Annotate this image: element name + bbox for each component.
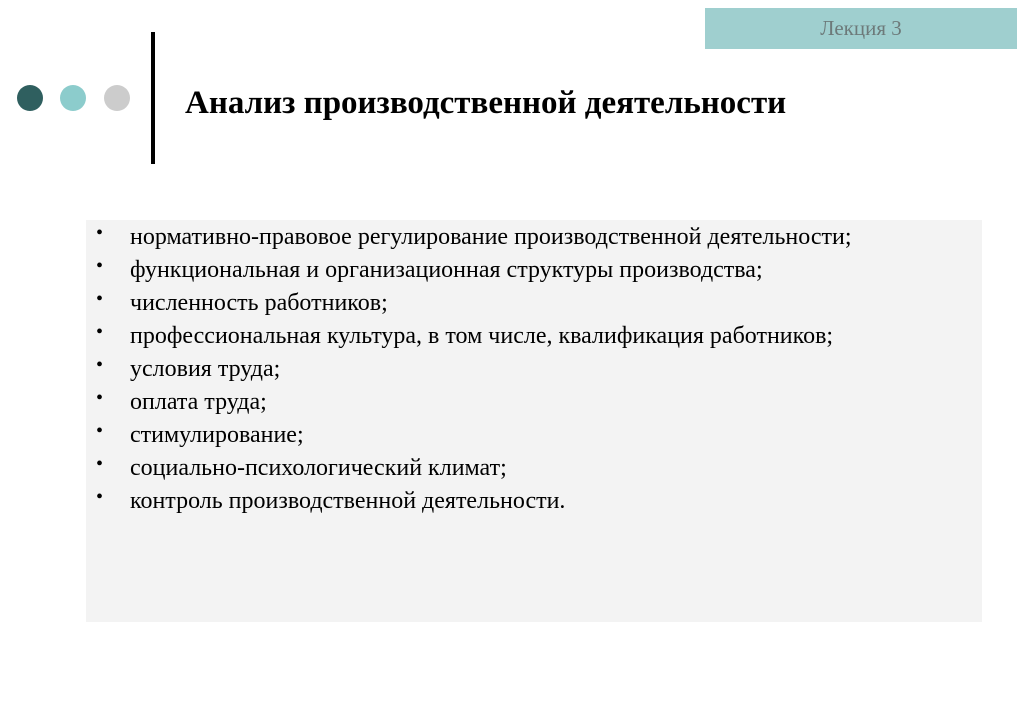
bullet-icon: • [96, 255, 104, 277]
list-item-text: профессиональная культура, в том числе, квалификация работников; [130, 323, 834, 349]
list-item-text: социально-психологический климат; [130, 455, 507, 481]
bullet-icon: • [96, 354, 104, 376]
bullet-icon: • [96, 222, 104, 244]
list-item-text: нормативно-правовое регулирование производственной деятельности; [130, 224, 852, 250]
list-item [86, 290, 962, 317]
list-item [86, 323, 962, 350]
vertical-divider [151, 32, 155, 164]
lecture-label: Лекция 3 [820, 16, 902, 40]
list-item [86, 224, 962, 251]
bullet-icon: • [96, 387, 104, 409]
decorative-dot-teal [60, 85, 86, 111]
bullet-icon: • [96, 420, 104, 442]
content-box [86, 220, 982, 622]
list-item [86, 422, 962, 449]
bullet-icon: • [96, 453, 104, 475]
list-item [86, 455, 962, 482]
list-item-text: функциональная и организационная структуры производства; [130, 257, 763, 283]
list-item-text: стимулирование; [130, 422, 304, 448]
list-item [86, 389, 962, 416]
list-item-text: численность работников; [130, 290, 388, 316]
lecture-badge [705, 8, 1017, 49]
list-item [86, 257, 962, 284]
list-item-text: оплата труда; [130, 389, 267, 415]
list-item [86, 356, 962, 383]
bullet-icon: • [96, 321, 104, 343]
decorative-dot-dark [17, 85, 43, 111]
decorative-dot-gray [104, 85, 130, 111]
list-item-text: условия труда; [130, 356, 281, 382]
list-item-text: контроль производственной деятельности. [130, 488, 566, 514]
bullet-icon: • [96, 486, 104, 508]
bullet-icon: • [96, 288, 104, 310]
bullet-list [86, 224, 962, 515]
list-item [86, 488, 962, 515]
slide-title: Анализ производственной деятельности [185, 85, 787, 121]
